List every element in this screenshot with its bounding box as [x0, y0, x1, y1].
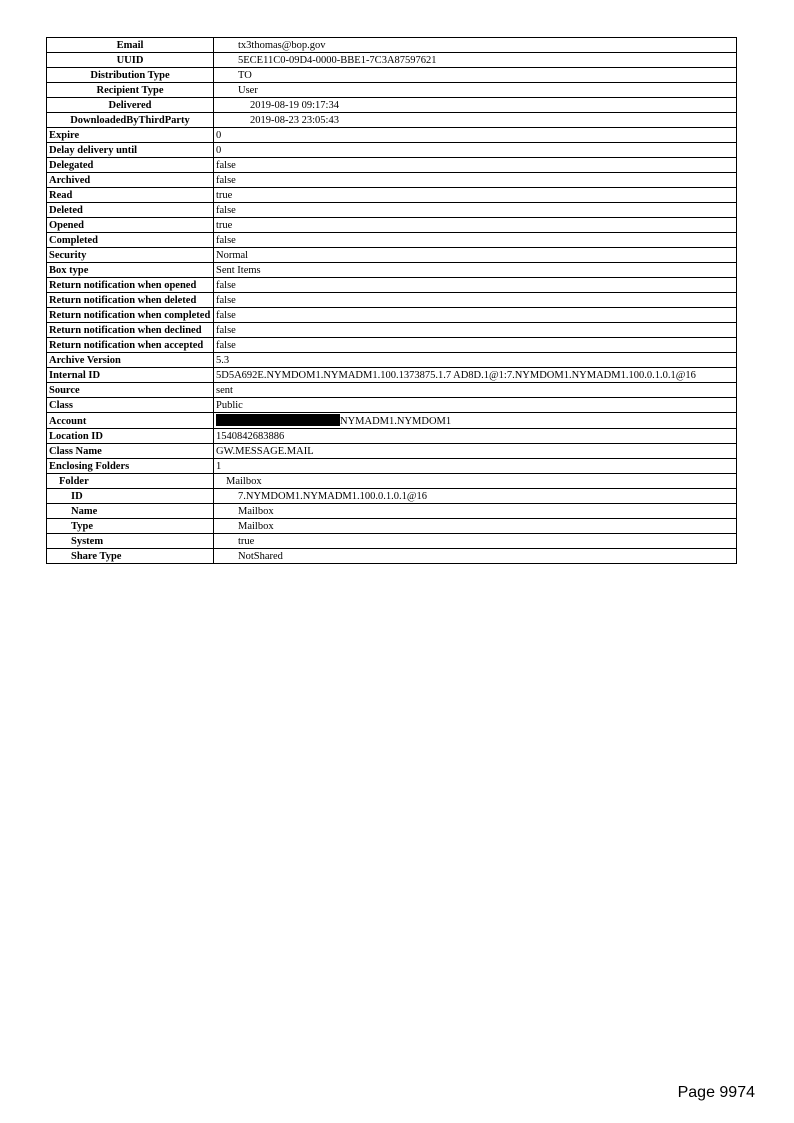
row-key: Return notification when declined	[47, 323, 214, 338]
row-key: ID	[47, 489, 214, 504]
row-value: Normal	[214, 248, 737, 263]
row-key: Folder	[47, 474, 214, 489]
row-key: Email	[47, 38, 214, 53]
row-value: true	[214, 188, 737, 203]
row-value: false	[214, 233, 737, 248]
table-row	[47, 158, 737, 173]
row-key: Enclosing Folders	[47, 459, 214, 474]
row-key: UUID	[47, 53, 214, 68]
row-value: false	[214, 338, 737, 353]
row-key: Internal ID	[47, 368, 214, 383]
row-key: Return notification when accepted	[47, 338, 214, 353]
page-number: Page 9974	[677, 1084, 755, 1101]
row-value: false	[214, 308, 737, 323]
account-value: NYMADM1.NYMDOM1	[340, 416, 452, 427]
row-value: false	[214, 203, 737, 218]
table-row	[47, 53, 737, 68]
row-value: true	[214, 218, 737, 233]
table-row	[47, 113, 737, 128]
row-key: Delay delivery until	[47, 143, 214, 158]
table-row	[47, 323, 737, 338]
row-key: Type	[47, 519, 214, 534]
row-value: 1	[214, 459, 737, 474]
row-key: Name	[47, 504, 214, 519]
table-row	[47, 293, 737, 308]
row-value: 1540842683886	[214, 429, 737, 444]
table-row	[47, 218, 737, 233]
table-row	[47, 98, 737, 113]
row-key: Return notification when opened	[47, 278, 214, 293]
row-value: 5.3	[214, 353, 737, 368]
table-row	[47, 263, 737, 278]
row-value: GW.MESSAGE.MAIL	[214, 444, 737, 459]
table-row	[47, 383, 737, 398]
table-row	[47, 413, 737, 429]
properties-table	[46, 37, 737, 564]
row-value: TO	[214, 68, 737, 83]
row-value: Mailbox	[214, 504, 737, 519]
table-row	[47, 68, 737, 83]
row-key: Account	[47, 413, 214, 429]
table-row	[47, 534, 737, 549]
row-value: false	[214, 323, 737, 338]
table-row	[47, 549, 737, 564]
table-row	[47, 233, 737, 248]
table-row	[47, 278, 737, 293]
table-row	[47, 188, 737, 203]
table-row	[47, 83, 737, 98]
row-key: Completed	[47, 233, 214, 248]
table-row	[47, 474, 737, 489]
row-key: Delegated	[47, 158, 214, 173]
row-key: Archived	[47, 173, 214, 188]
row-key: Box type	[47, 263, 214, 278]
row-value: 5ECE11C0-09D4-0000-BBE1-7C3A87597621	[214, 53, 737, 68]
row-value: false	[214, 158, 737, 173]
row-value: 0	[214, 128, 737, 143]
table-row	[47, 398, 737, 413]
table-row	[47, 308, 737, 323]
table-row	[47, 444, 737, 459]
row-key: DownloadedByThirdParty	[47, 113, 214, 128]
row-value: 2019-08-23 23:05:43	[214, 113, 737, 128]
table-row	[47, 489, 737, 504]
row-value: tx3thomas@bop.gov	[214, 38, 737, 53]
row-key: Return notification when deleted	[47, 293, 214, 308]
row-value: false	[214, 278, 737, 293]
row-value: Mailbox	[214, 519, 737, 534]
row-key: Expire	[47, 128, 214, 143]
row-key: Read	[47, 188, 214, 203]
row-key: Class	[47, 398, 214, 413]
row-key: Opened	[47, 218, 214, 233]
table-row	[47, 459, 737, 474]
table-row	[47, 368, 737, 383]
row-key: Distribution Type	[47, 68, 214, 83]
row-value: 5D5A692E.NYMDOM1.NYMADM1.100.1373875.1.7 AD8D.1@1:7.NYMDOM1.NYMADM1.100.0.1.0.1@16	[214, 368, 737, 383]
table-row	[47, 429, 737, 444]
row-value: 0	[214, 143, 737, 158]
table-row	[47, 519, 737, 534]
row-key: Share Type	[47, 549, 214, 564]
row-value	[214, 413, 737, 429]
row-value: false	[214, 293, 737, 308]
row-key: Recipient Type	[47, 83, 214, 98]
row-value: 7.NYMDOM1.NYMADM1.100.0.1.0.1@16	[214, 489, 737, 504]
row-key: Delivered	[47, 98, 214, 113]
table-row	[47, 38, 737, 53]
row-key: Security	[47, 248, 214, 263]
row-value: NotShared	[214, 549, 737, 564]
table-row	[47, 203, 737, 218]
row-value: false	[214, 173, 737, 188]
row-key: Location ID	[47, 429, 214, 444]
row-value: 2019-08-19 09:17:34	[214, 98, 737, 113]
table-row	[47, 143, 737, 158]
table-row	[47, 338, 737, 353]
table-row	[47, 128, 737, 143]
row-key: Return notification when completed	[47, 308, 214, 323]
row-value: User	[214, 83, 737, 98]
redaction-block	[216, 414, 340, 426]
table-row	[47, 504, 737, 519]
row-value: Public	[214, 398, 737, 413]
table-row	[47, 353, 737, 368]
row-key: System	[47, 534, 214, 549]
row-key: Deleted	[47, 203, 214, 218]
row-key: Archive Version	[47, 353, 214, 368]
row-key: Source	[47, 383, 214, 398]
row-value: Mailbox	[214, 474, 737, 489]
row-value: Sent Items	[214, 263, 737, 278]
row-value: sent	[214, 383, 737, 398]
row-value: true	[214, 534, 737, 549]
table-row	[47, 248, 737, 263]
row-key: Class Name	[47, 444, 214, 459]
table-row	[47, 173, 737, 188]
